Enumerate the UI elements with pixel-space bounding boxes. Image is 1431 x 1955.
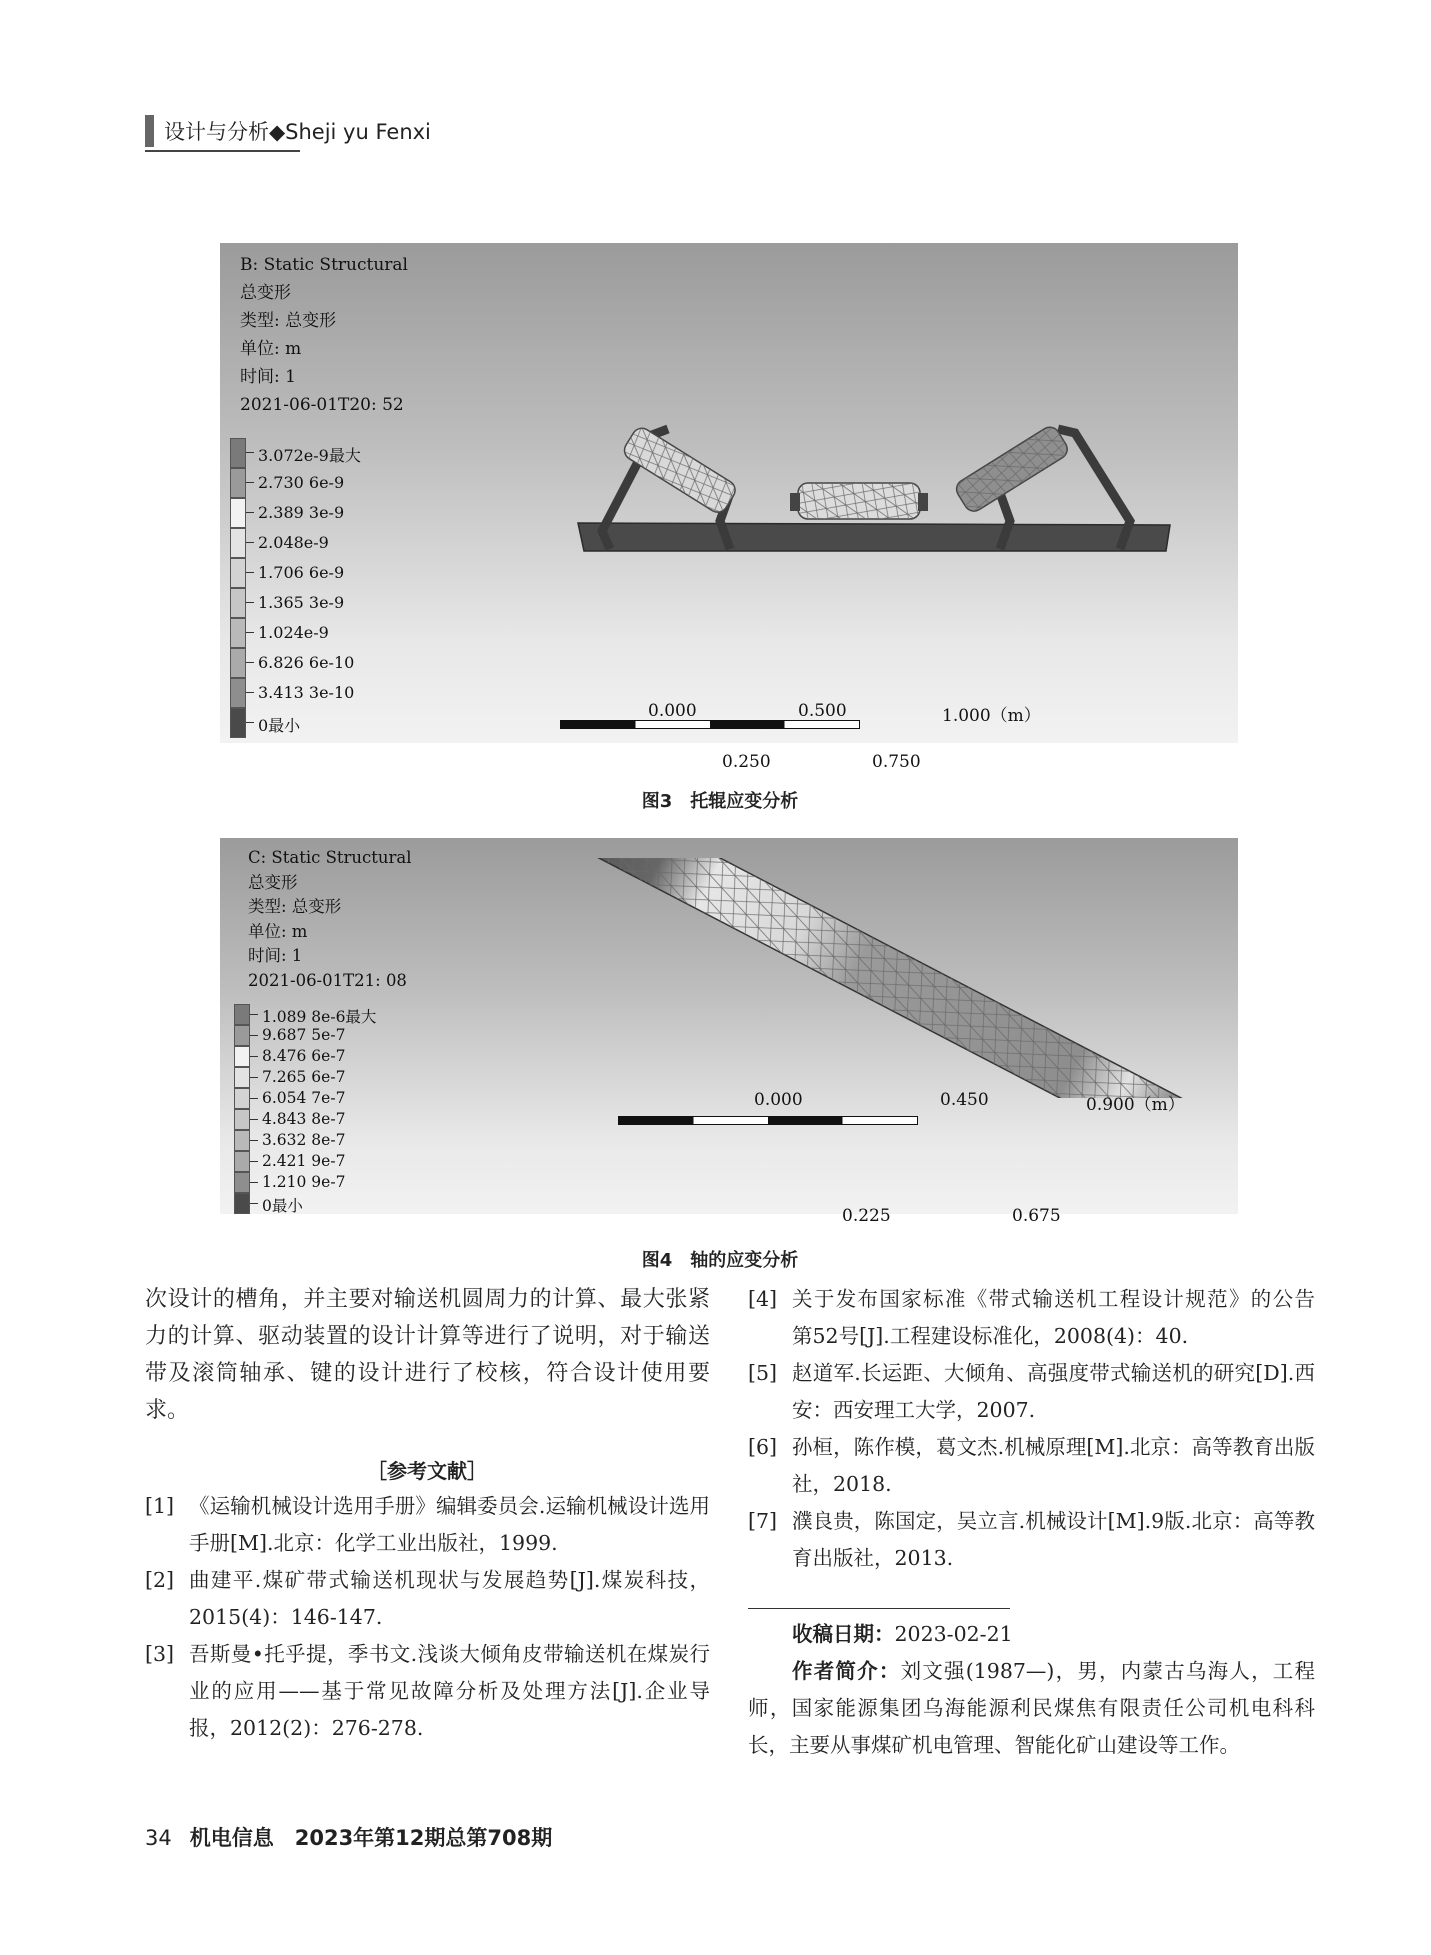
legend-value: 0最小 bbox=[262, 1197, 303, 1214]
figure-4-info-line: 2021-06-01T21: 08 bbox=[248, 970, 407, 990]
figure-3-info-line: 类型: 总变形 bbox=[240, 311, 337, 331]
legend-entry bbox=[234, 1109, 534, 1130]
figure-3-info bbox=[240, 251, 408, 419]
header-marker-bar bbox=[145, 115, 154, 147]
reference-item bbox=[145, 1636, 710, 1747]
figure-4-caption: 图4 轴的应变分析 bbox=[641, 1250, 799, 1271]
legend-entry bbox=[230, 438, 530, 468]
author-bio-label: 作者简介： bbox=[792, 1659, 901, 1683]
legend-value: 3.072e-9最大 bbox=[258, 446, 361, 465]
legend-swatch bbox=[234, 1109, 250, 1130]
figure-4-info-line: 单位: m bbox=[248, 921, 308, 941]
legend-swatch bbox=[234, 1046, 250, 1067]
legend-entry bbox=[234, 1193, 534, 1214]
legend-swatch bbox=[234, 1130, 250, 1151]
scale-label: 0.500 bbox=[798, 701, 847, 721]
scale-label: 0.000 bbox=[648, 701, 697, 721]
legend-value: 6.826 6e-10 bbox=[258, 653, 355, 672]
reference-number: [1] bbox=[145, 1494, 175, 1518]
reference-number: [2] bbox=[145, 1568, 175, 1592]
legend-entry bbox=[230, 498, 530, 528]
middle-roller bbox=[790, 483, 928, 519]
legend-swatch bbox=[234, 1088, 250, 1109]
reference-item bbox=[748, 1429, 1315, 1503]
header-section-title: 设计与分析◆Sheji yu Fenxi bbox=[164, 120, 431, 144]
legend-entry bbox=[230, 648, 530, 678]
legend-swatch bbox=[230, 468, 246, 498]
legend-entry bbox=[234, 1172, 534, 1193]
reference-text: 关于发布国家标准《带式输送机工程设计规范》的公告 第52号[J].工程建设标准化，2008(4)：40. bbox=[792, 1287, 1336, 1348]
legend-value: 6.054 7e-7 bbox=[262, 1089, 346, 1107]
legend-swatch bbox=[230, 678, 246, 708]
reference-number: [3] bbox=[145, 1642, 175, 1666]
legend-swatch bbox=[230, 528, 246, 558]
article-meta bbox=[748, 1616, 1315, 1764]
legend-swatch bbox=[230, 648, 246, 678]
idler-model-drawing bbox=[570, 423, 1190, 583]
reference-number: [6] bbox=[748, 1435, 778, 1459]
scale-label: 0.450 bbox=[940, 1090, 989, 1110]
left-column bbox=[145, 1281, 710, 1747]
legend-value: 8.476 6e-7 bbox=[262, 1047, 346, 1065]
legend-swatch bbox=[234, 1172, 250, 1193]
legend-entry bbox=[234, 1088, 534, 1109]
legend-value: 2.730 6e-9 bbox=[258, 473, 345, 492]
scale-label: 1.000（m） bbox=[942, 706, 1041, 726]
scale-bar-graphic bbox=[618, 1116, 918, 1125]
legend-swatch bbox=[230, 498, 246, 528]
figure-3-image bbox=[220, 243, 1238, 743]
figure-3-scale-bar bbox=[560, 708, 980, 738]
figure-3-info-line: 单位: m bbox=[240, 339, 302, 359]
legend-value: 3.413 3e-10 bbox=[258, 683, 355, 702]
legend-value: 2.048e-9 bbox=[258, 533, 329, 552]
figure-4-info-line: C: Static Structural bbox=[248, 848, 412, 867]
figure-3-info-line: B: Static Structural bbox=[240, 255, 408, 275]
figure-3-info-line: 总变形 bbox=[240, 283, 291, 303]
figure-4-info bbox=[248, 846, 412, 993]
legend-value: 0最小 bbox=[258, 716, 301, 735]
legend-entry bbox=[234, 1130, 534, 1151]
right-column bbox=[748, 1281, 1336, 1577]
scale-label: 0.900（m） bbox=[1086, 1095, 1185, 1115]
reference-item bbox=[748, 1503, 1315, 1577]
legend-entry bbox=[234, 1067, 534, 1088]
figure-3-info-line: 时间: 1 bbox=[240, 367, 296, 387]
legend-entry bbox=[234, 1151, 534, 1172]
legend-entry bbox=[230, 708, 530, 738]
header-underline bbox=[145, 150, 300, 152]
legend-value: 1.706 6e-9 bbox=[258, 563, 345, 582]
reference-text: 吾斯曼•托乎提，季书文.浅谈大倾角皮带输送机在煤炭行业的应用——基于常见故障分析及处理方法[J].企业导报，2012(2)：276-278. bbox=[189, 1642, 710, 1740]
legend-entry bbox=[230, 528, 530, 558]
legend-value: 1.024e-9 bbox=[258, 623, 329, 642]
author-bio-text: 刘文强(1987—)，男，内蒙古乌海人，工程师，国家能源集团乌海能源利民煤焦有限责任公司机电科科长，主要从事煤矿机电管理、智能化矿山建设等工作。 bbox=[748, 1659, 1316, 1757]
scale-bar-graphic bbox=[560, 720, 860, 729]
figure-4-info-line: 时间: 1 bbox=[248, 946, 303, 965]
legend-entry bbox=[230, 558, 530, 588]
scale-label: 0.000 bbox=[754, 1090, 803, 1110]
reference-text: 曲建平.煤矿带式输送机现状与发展趋势[J].煤炭科技，2015(4)：146-147. bbox=[189, 1568, 710, 1629]
legend-value: 2.421 9e-7 bbox=[262, 1152, 346, 1170]
legend-swatch bbox=[234, 1004, 250, 1025]
legend-value: 4.843 8e-7 bbox=[262, 1110, 346, 1128]
reference-text: 赵道军.长运距、大倾角、高强度带式输送机的研究[D].西安：西安理工大学，2007. bbox=[792, 1361, 1315, 1422]
shaft-model-drawing bbox=[560, 858, 1220, 1098]
figure-3-legend bbox=[230, 438, 530, 738]
figure-4-info-line: 类型: 总变形 bbox=[248, 897, 342, 916]
legend-entry bbox=[234, 1025, 534, 1046]
reference-item bbox=[748, 1281, 1336, 1355]
legend-entry bbox=[230, 678, 530, 708]
legend-swatch bbox=[234, 1151, 250, 1172]
reference-number: [5] bbox=[748, 1361, 778, 1385]
scale-label: 0.675 bbox=[1012, 1206, 1061, 1226]
received-date-value: 2023-02-21 bbox=[894, 1622, 1013, 1646]
footnote-rule bbox=[748, 1608, 1010, 1609]
legend-entry bbox=[234, 1004, 534, 1025]
legend-value: 9.687 5e-7 bbox=[262, 1026, 346, 1044]
page-footer bbox=[145, 1822, 552, 1852]
body-paragraph: 次设计的槽角，并主要对输送机圆周力的计算、最大张紧力的计算、驱动装置的设计计算等进行了说明，对于输送带及滚筒轴承、键的设计进行了校核，符合设计使用要求。 bbox=[145, 1287, 710, 1423]
reference-item bbox=[748, 1355, 1315, 1429]
right-roller bbox=[953, 423, 1071, 514]
references-title: ［参考文献］ bbox=[367, 1459, 487, 1483]
figure-4-info-line: 总变形 bbox=[248, 872, 298, 892]
legend-value: 7.265 6e-7 bbox=[262, 1068, 346, 1086]
scale-label: 0.250 bbox=[722, 752, 771, 772]
legend-value: 1.210 9e-7 bbox=[262, 1173, 346, 1191]
reference-number: [7] bbox=[748, 1509, 778, 1533]
received-date-label: 收稿日期： bbox=[792, 1622, 895, 1646]
legend-entry bbox=[230, 588, 530, 618]
scale-label: 0.225 bbox=[842, 1206, 891, 1226]
figure-3-info-line: 2021-06-01T20: 52 bbox=[240, 395, 404, 415]
figure-3-caption: 图3 托辊应变分析 bbox=[641, 791, 799, 812]
figure-4-image bbox=[220, 838, 1238, 1214]
legend-swatch bbox=[230, 558, 246, 588]
legend-entry bbox=[234, 1046, 534, 1067]
legend-swatch bbox=[230, 618, 246, 648]
legend-entry bbox=[230, 618, 530, 648]
author-bio bbox=[748, 1653, 1315, 1764]
journal-issue: 机电信息 2023年第12期总第708期 bbox=[189, 1826, 553, 1850]
page-number: 34 bbox=[145, 1826, 172, 1850]
figure-4-legend bbox=[234, 1004, 534, 1214]
scale-label: 0.750 bbox=[872, 752, 921, 772]
legend-entry bbox=[230, 468, 530, 498]
reference-item bbox=[145, 1488, 710, 1562]
legend-value: 2.389 3e-9 bbox=[258, 503, 345, 522]
received-date bbox=[748, 1616, 1315, 1653]
reference-text: 孙桓，陈作模，葛文杰.机械原理[M].北京：高等教育出版社，2018. bbox=[792, 1435, 1315, 1496]
running-header bbox=[145, 112, 431, 150]
legend-swatch bbox=[234, 1193, 250, 1214]
legend-value: 1.365 3e-9 bbox=[258, 593, 345, 612]
legend-swatch bbox=[234, 1067, 250, 1088]
legend-value: 1.089 8e-6最大 bbox=[262, 1008, 377, 1026]
legend-swatch bbox=[230, 588, 246, 618]
reference-text: 《运输机械设计选用手册》编辑委员会.运输机械设计选用手册[M].北京：化学工业出版社，1999. bbox=[189, 1494, 710, 1555]
reference-text: 濮良贵，陈国定，吴立言.机械设计[M].9版.北京：高等教育出版社，2013. bbox=[792, 1509, 1315, 1570]
reference-number: [4] bbox=[748, 1287, 778, 1311]
legend-swatch bbox=[230, 438, 246, 468]
base-beam bbox=[578, 523, 1170, 551]
reference-item bbox=[145, 1562, 710, 1636]
legend-value: 3.632 8e-7 bbox=[262, 1131, 346, 1149]
legend-swatch bbox=[230, 708, 246, 738]
legend-swatch bbox=[234, 1025, 250, 1046]
